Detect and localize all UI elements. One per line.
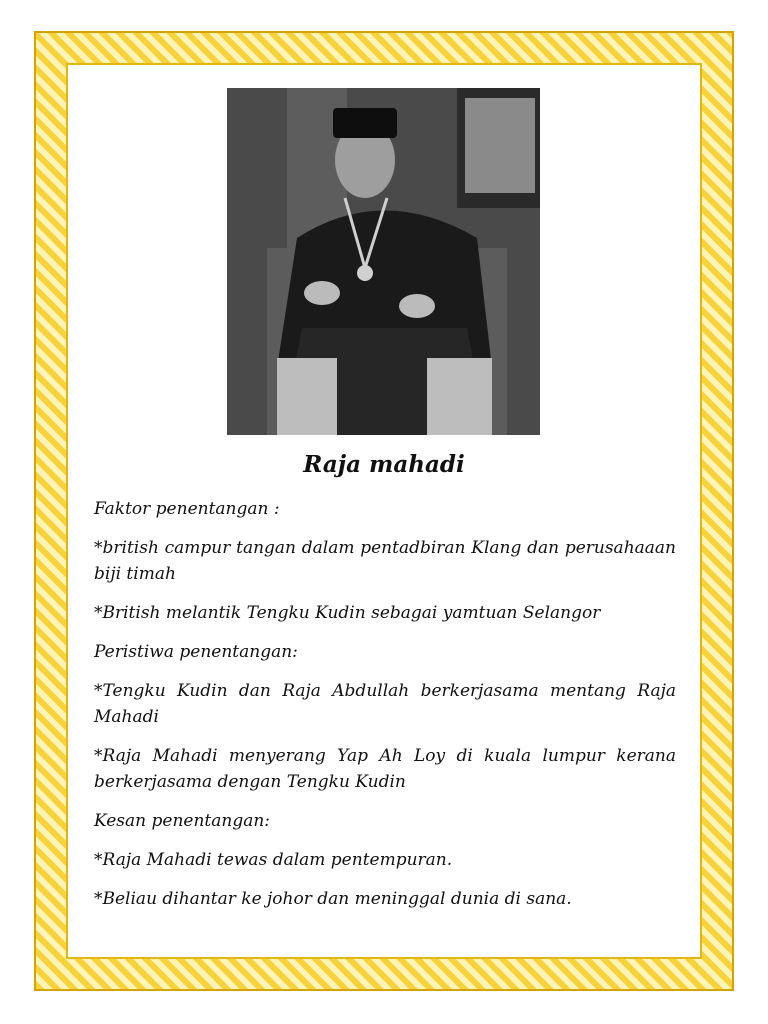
portrait-figure [227,88,540,435]
bullet-point: *Beliau dihantar ke johor dan meninggal dunia di sana. [94,889,572,909]
section-heading: Peristiwa penentangan: [94,642,298,662]
bullet-point: *Raja Mahadi menyerang Yap Ah Loy di kuala lumpur kerana berkerjasama dengan Tengku Kudin [94,746,676,792]
section-heading: Kesan penentangan: [94,811,271,831]
section-heading: Faktor penentangan : [94,499,280,519]
bullet-point: *british campur tangan dalam pentadbiran Klang dan perusahaaan biji timah [94,538,676,584]
portrait-photo [227,88,540,435]
document-body [94,496,676,925]
page-title: Raja mahadi [303,451,465,478]
bullet-point: *Tengku Kudin dan Raja Abdullah berkerjasama mentang Raja Mahadi [94,681,676,727]
bullet-point: *British melantik Tengku Kudin sebagai yamtuan Selangor [94,603,601,623]
bullet-point: *Raja Mahadi tewas dalam pentempuran. [94,850,453,870]
